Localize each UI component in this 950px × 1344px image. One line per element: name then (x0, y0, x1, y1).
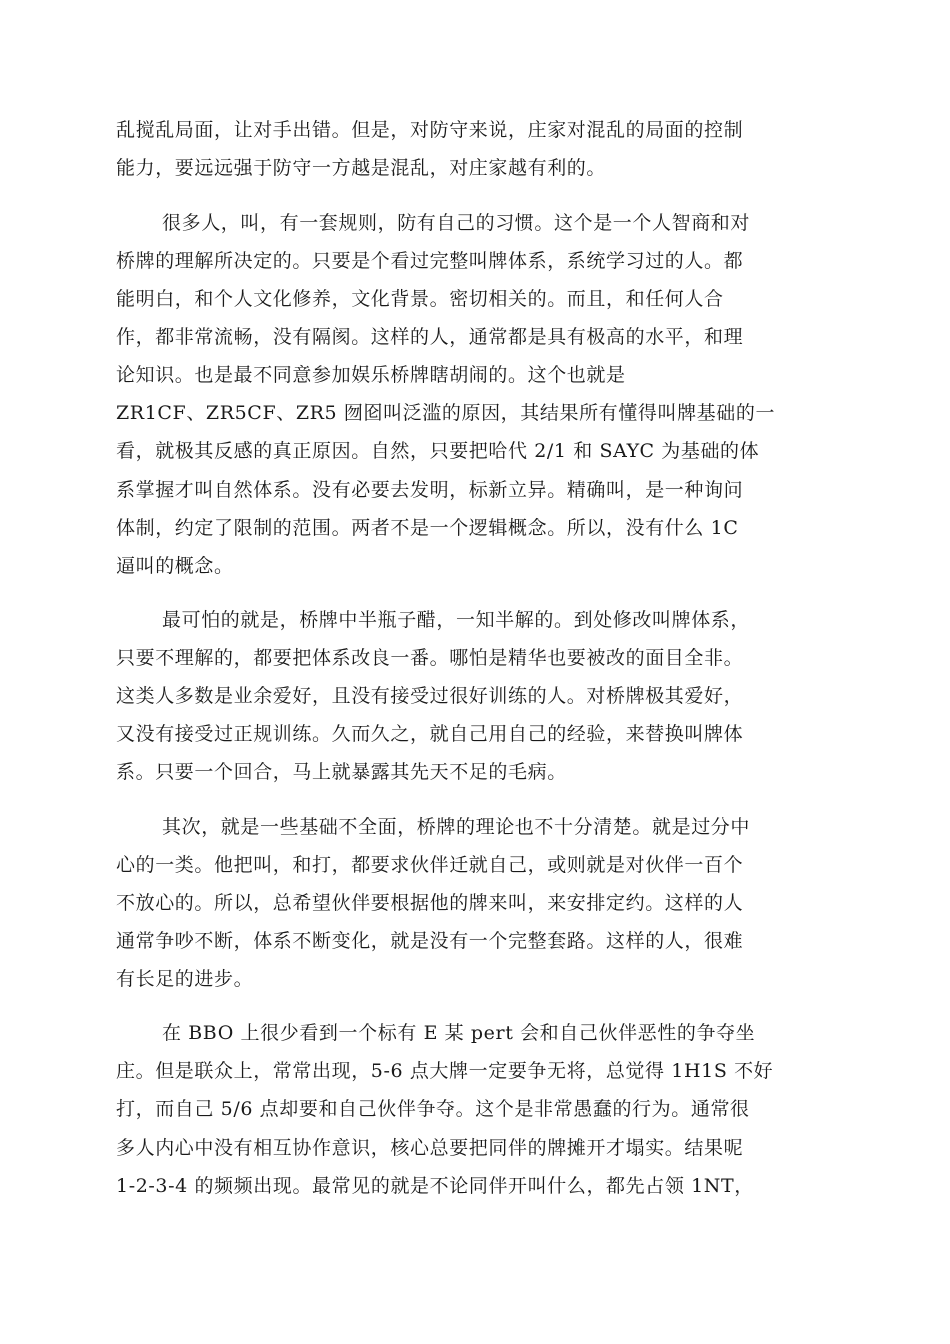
text-line: 这类人多数是业余爱好，且没有接受过很好训练的人。对桥牌极其爱好， (116, 685, 744, 707)
text-line: 有长足的进步。 (116, 968, 254, 990)
text-line: 其次，就是一些基础不全面，桥牌的理论也不十分清楚。就是过分中 (162, 816, 751, 838)
text-line: 庄。但是联众上，常常出现，5-6 点大牌一定要争无将，总觉得 1H1S 不好 (116, 1060, 774, 1082)
text-line: 桥牌的理解所决定的。只要是个看过完整叫牌体系，系统学习过的人。都 (116, 250, 744, 272)
text-line: 体制，约定了限制的范围。两者不是一个逻辑概念。所以，没有什么 1C (116, 517, 739, 539)
text-line: 最可怕的就是，桥牌中半瓶子醋，一知半解的。到处修改叫牌体系， (162, 609, 751, 631)
text-line: 能明白，和个人文化修养，文化背景。密切相关的。而且，和任何人合 (116, 288, 724, 310)
text-line: 通常争吵不断，体系不断变化，就是没有一个完整套路。这样的人，很难 (116, 930, 744, 952)
text-line: 1-2-3-4 的频频出现。最常见的就是不论同伴开叫什么，都先占领 1NT， (116, 1175, 754, 1197)
text-line: ZR1CF、ZR5CF、ZR5 囫囵叫泛滥的原因，其结果所有懂得叫牌基础的一 (116, 402, 776, 424)
text-line: 心的一类。他把叫，和打，都要求伙伴迁就自己，或则就是对伙伴一百个 (116, 854, 744, 876)
text-line: 系。只要一个回合，马上就暴露其先天不足的毛病。 (116, 761, 567, 783)
text-line: 打，而自己 5/6 点却要和自己伙伴争夺。这个是非常愚蠢的行为。通常很 (116, 1098, 750, 1120)
text-line: 看，就极其反感的真正原因。自然，只要把哈代 2/1 和 SAYC 为基础的体 (116, 440, 760, 462)
text-line: 多人内心中没有相互协作意识，核心总要把同伴的牌摊开才塌实。结果呢 (116, 1137, 744, 1159)
text-line: 在 BBO 上很少看到一个标有 E 某 pert 会和自己伙伴恶性的争夺坐 (162, 1022, 756, 1044)
text-line: 论知识。也是最不同意参加娱乐桥牌瞎胡闹的。这个也就是 (116, 364, 626, 386)
text-line: 很多人，叫，有一套规则，防有自己的习惯。这个是一个人智商和对 (162, 212, 751, 234)
text-line: 不放心的。所以，总希望伙伴要根据他的牌来叫，来安排定约。这样的人 (116, 892, 744, 914)
text-line: 逼叫的概念。 (116, 555, 234, 577)
text-line: 乱搅乱局面，让对手出错。但是，对防守来说，庄家对混乱的局面的控制 (116, 119, 744, 141)
text-line: 只要不理解的，都要把体系改良一番。哪怕是精华也要被改的面目全非。 (116, 647, 744, 669)
text-line: 又没有接受过正规训练。久而久之，就自己用自己的经验，来替换叫牌体 (116, 723, 744, 745)
text-line: 作，都非常流畅，没有隔阂。这样的人，通常都是具有极高的水平，和理 (116, 326, 744, 348)
text-line: 系掌握才叫自然体系。没有必要去发明，标新立异。精确叫，是一种询问 (116, 479, 744, 501)
text-line: 能力，要远远强于防守一方越是混乱，对庄家越有利的。 (116, 157, 607, 179)
